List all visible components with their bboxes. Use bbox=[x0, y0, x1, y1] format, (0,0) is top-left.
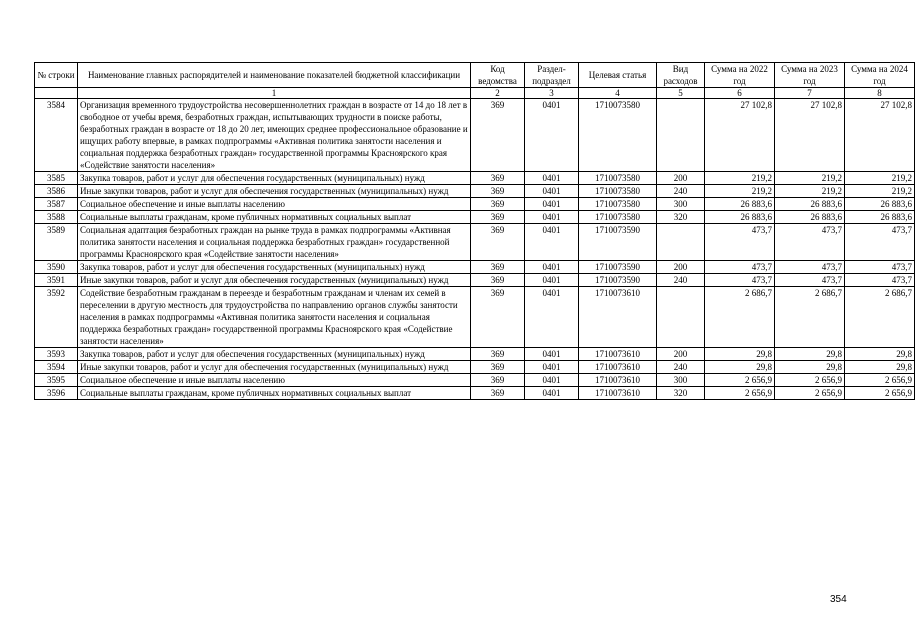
expense-type-code: 240 bbox=[657, 361, 705, 374]
sum-2023: 27 102,8 bbox=[775, 99, 845, 172]
row-number: 3596 bbox=[35, 387, 78, 400]
table-row bbox=[35, 185, 915, 198]
sum-2023: 2 656,9 bbox=[775, 374, 845, 387]
page-number: 354 bbox=[830, 594, 847, 605]
section-code: 0401 bbox=[525, 287, 579, 348]
header-sum-2022: Сумма на 2022 год bbox=[705, 63, 775, 88]
target-item-code: 1710073610 bbox=[579, 361, 657, 374]
sum-2024: 473,7 bbox=[845, 261, 915, 274]
sum-2024: 2 656,9 bbox=[845, 374, 915, 387]
header-section: Раздел-подраздел bbox=[525, 63, 579, 88]
row-name: Закупка товаров, работ и услуг для обеспечения государственных (муниципальных) нужд bbox=[78, 348, 471, 361]
sum-2022: 219,2 bbox=[705, 185, 775, 198]
target-item-code: 1710073610 bbox=[579, 387, 657, 400]
sum-2023: 2 686,7 bbox=[775, 287, 845, 348]
table-row bbox=[35, 361, 915, 374]
column-number: 5 bbox=[657, 88, 705, 99]
department-code: 369 bbox=[471, 274, 525, 287]
column-number: 1 bbox=[78, 88, 471, 99]
sum-2024: 27 102,8 bbox=[845, 99, 915, 172]
expense-type-code: 200 bbox=[657, 348, 705, 361]
row-number: 3594 bbox=[35, 361, 78, 374]
sum-2022: 29,8 bbox=[705, 361, 775, 374]
sum-2022: 29,8 bbox=[705, 348, 775, 361]
target-item-code: 1710073580 bbox=[579, 99, 657, 172]
row-name: Социальные выплаты гражданам, кроме публичных нормативных социальных выплат bbox=[78, 387, 471, 400]
section-code: 0401 bbox=[525, 374, 579, 387]
row-name: Содействие безработным гражданам в переезде и безработным гражданам и членам их семей в переселении в другую местность для трудоустройства по направлению органов службы занятости населения в рамках подпрограммы «Активная политика занятости населения и социальная поддержка безработных граждан» государственной программы Красноярского края «Содействие занятости населения» bbox=[78, 287, 471, 348]
row-number: 3584 bbox=[35, 99, 78, 172]
sum-2023: 473,7 bbox=[775, 224, 845, 261]
sum-2024: 219,2 bbox=[845, 185, 915, 198]
sum-2022: 26 883,6 bbox=[705, 198, 775, 211]
row-number: 3588 bbox=[35, 211, 78, 224]
department-code: 369 bbox=[471, 361, 525, 374]
budget-table bbox=[34, 62, 915, 400]
sum-2022: 473,7 bbox=[705, 274, 775, 287]
target-item-code: 1710073580 bbox=[579, 198, 657, 211]
column-number: 7 bbox=[775, 88, 845, 99]
table-row bbox=[35, 374, 915, 387]
row-name: Закупка товаров, работ и услуг для обеспечения государственных (муниципальных) нужд bbox=[78, 261, 471, 274]
target-item-code: 1710073590 bbox=[579, 261, 657, 274]
column-number: 6 bbox=[705, 88, 775, 99]
section-code: 0401 bbox=[525, 224, 579, 261]
sum-2024: 26 883,6 bbox=[845, 211, 915, 224]
row-name: Социальная адаптация безработных граждан на рынке труда в рамках подпрограммы «Активная политика занятости населения и социальная поддержка безработных граждан» государственной программы Красноярского края «Содействие занятости населения» bbox=[78, 224, 471, 261]
sum-2024: 2 656,9 bbox=[845, 387, 915, 400]
row-number: 3586 bbox=[35, 185, 78, 198]
sum-2024: 473,7 bbox=[845, 274, 915, 287]
department-code: 369 bbox=[471, 261, 525, 274]
header-name: Наименование главных распорядителей и наименование показателей бюджетной классификации bbox=[78, 63, 471, 88]
target-item-code: 1710073580 bbox=[579, 185, 657, 198]
section-code: 0401 bbox=[525, 261, 579, 274]
section-code: 0401 bbox=[525, 172, 579, 185]
sum-2022: 2 686,7 bbox=[705, 287, 775, 348]
sum-2023: 219,2 bbox=[775, 172, 845, 185]
sum-2023: 473,7 bbox=[775, 274, 845, 287]
header-target-item: Целевая статья bbox=[579, 63, 657, 88]
sum-2022: 219,2 bbox=[705, 172, 775, 185]
column-number: 2 bbox=[471, 88, 525, 99]
table-row bbox=[35, 274, 915, 287]
sum-2024: 26 883,6 bbox=[845, 198, 915, 211]
department-code: 369 bbox=[471, 185, 525, 198]
expense-type-code: 240 bbox=[657, 274, 705, 287]
column-number: 8 bbox=[845, 88, 915, 99]
expense-type-code bbox=[657, 99, 705, 172]
header-expense-type: Вид расходов bbox=[657, 63, 705, 88]
sum-2023: 2 656,9 bbox=[775, 387, 845, 400]
target-item-code: 1710073580 bbox=[579, 172, 657, 185]
department-code: 369 bbox=[471, 211, 525, 224]
section-code: 0401 bbox=[525, 211, 579, 224]
sum-2022: 473,7 bbox=[705, 224, 775, 261]
section-code: 0401 bbox=[525, 361, 579, 374]
row-number: 3589 bbox=[35, 224, 78, 261]
sum-2024: 29,8 bbox=[845, 361, 915, 374]
expense-type-code: 200 bbox=[657, 261, 705, 274]
expense-type-code: 240 bbox=[657, 185, 705, 198]
sum-2023: 219,2 bbox=[775, 185, 845, 198]
sum-2022: 2 656,9 bbox=[705, 387, 775, 400]
header-department-code: Код ведомства bbox=[471, 63, 525, 88]
sum-2022: 26 883,6 bbox=[705, 211, 775, 224]
target-item-code: 1710073590 bbox=[579, 224, 657, 261]
table-row bbox=[35, 99, 915, 172]
expense-type-code: 300 bbox=[657, 198, 705, 211]
header-sum-2024: Сумма на 2024 год bbox=[845, 63, 915, 88]
section-code: 0401 bbox=[525, 274, 579, 287]
section-code: 0401 bbox=[525, 387, 579, 400]
row-number: 3585 bbox=[35, 172, 78, 185]
sum-2023: 29,8 bbox=[775, 348, 845, 361]
row-number: 3590 bbox=[35, 261, 78, 274]
column-number bbox=[35, 88, 78, 99]
sum-2023: 26 883,6 bbox=[775, 198, 845, 211]
expense-type-code bbox=[657, 224, 705, 261]
sum-2024: 29,8 bbox=[845, 348, 915, 361]
department-code: 369 bbox=[471, 172, 525, 185]
row-name: Иные закупки товаров, работ и услуг для обеспечения государственных (муниципальных) нужд bbox=[78, 361, 471, 374]
row-name: Социальное обеспечение и иные выплаты населению bbox=[78, 198, 471, 211]
table-row bbox=[35, 261, 915, 274]
table-row bbox=[35, 224, 915, 261]
department-code: 369 bbox=[471, 287, 525, 348]
section-code: 0401 bbox=[525, 198, 579, 211]
row-name: Иные закупки товаров, работ и услуг для обеспечения государственных (муниципальных) нужд bbox=[78, 185, 471, 198]
row-number: 3595 bbox=[35, 374, 78, 387]
sum-2022: 27 102,8 bbox=[705, 99, 775, 172]
table-header-row bbox=[35, 63, 915, 88]
section-code: 0401 bbox=[525, 348, 579, 361]
department-code: 369 bbox=[471, 198, 525, 211]
department-code: 369 bbox=[471, 224, 525, 261]
expense-type-code: 320 bbox=[657, 211, 705, 224]
row-name: Организация временного трудоустройства несовершеннолетних граждан в возрасте от 14 до 18 лет в свободное от учебы время, безработных граждан, испытывающих трудности в поиске работы, безработных граждан в возрасте от 18 до 20 лет, имеющих среднее профессиональное образование и ищущих работу впервые, в рамках подпрограммы «Активная политика занятости населения и социальная поддержка безработных граждан» государственной программы Красноярского края «Содействие занятости населения» bbox=[78, 99, 471, 172]
expense-type-code bbox=[657, 287, 705, 348]
expense-type-code: 320 bbox=[657, 387, 705, 400]
row-name: Закупка товаров, работ и услуг для обеспечения государственных (муниципальных) нужд bbox=[78, 172, 471, 185]
section-code: 0401 bbox=[525, 99, 579, 172]
row-number: 3592 bbox=[35, 287, 78, 348]
column-number: 4 bbox=[579, 88, 657, 99]
row-number: 3591 bbox=[35, 274, 78, 287]
table-row bbox=[35, 172, 915, 185]
department-code: 369 bbox=[471, 99, 525, 172]
row-number: 3593 bbox=[35, 348, 78, 361]
target-item-code: 1710073610 bbox=[579, 287, 657, 348]
department-code: 369 bbox=[471, 374, 525, 387]
table-row bbox=[35, 348, 915, 361]
table-row bbox=[35, 211, 915, 224]
row-number: 3587 bbox=[35, 198, 78, 211]
sum-2023: 29,8 bbox=[775, 361, 845, 374]
department-code: 369 bbox=[471, 387, 525, 400]
sum-2023: 473,7 bbox=[775, 261, 845, 274]
header-row-number: № строки bbox=[35, 63, 78, 88]
sum-2024: 219,2 bbox=[845, 172, 915, 185]
table-row bbox=[35, 287, 915, 348]
expense-type-code: 300 bbox=[657, 374, 705, 387]
section-code: 0401 bbox=[525, 185, 579, 198]
column-number: 3 bbox=[525, 88, 579, 99]
header-sum-2023: Сумма на 2023 год bbox=[775, 63, 845, 88]
target-item-code: 1710073610 bbox=[579, 374, 657, 387]
table-row bbox=[35, 387, 915, 400]
target-item-code: 1710073580 bbox=[579, 211, 657, 224]
sum-2022: 2 656,9 bbox=[705, 374, 775, 387]
expense-type-code: 200 bbox=[657, 172, 705, 185]
table-row bbox=[35, 198, 915, 211]
sum-2022: 473,7 bbox=[705, 261, 775, 274]
row-name: Социальные выплаты гражданам, кроме публичных нормативных социальных выплат bbox=[78, 211, 471, 224]
target-item-code: 1710073610 bbox=[579, 348, 657, 361]
table-body bbox=[35, 99, 915, 400]
row-name: Иные закупки товаров, работ и услуг для обеспечения государственных (муниципальных) нужд bbox=[78, 274, 471, 287]
target-item-code: 1710073590 bbox=[579, 274, 657, 287]
sum-2024: 473,7 bbox=[845, 224, 915, 261]
sum-2023: 26 883,6 bbox=[775, 211, 845, 224]
column-numbering-row bbox=[35, 88, 915, 99]
row-name: Социальное обеспечение и иные выплаты населению bbox=[78, 374, 471, 387]
department-code: 369 bbox=[471, 348, 525, 361]
sum-2024: 2 686,7 bbox=[845, 287, 915, 348]
